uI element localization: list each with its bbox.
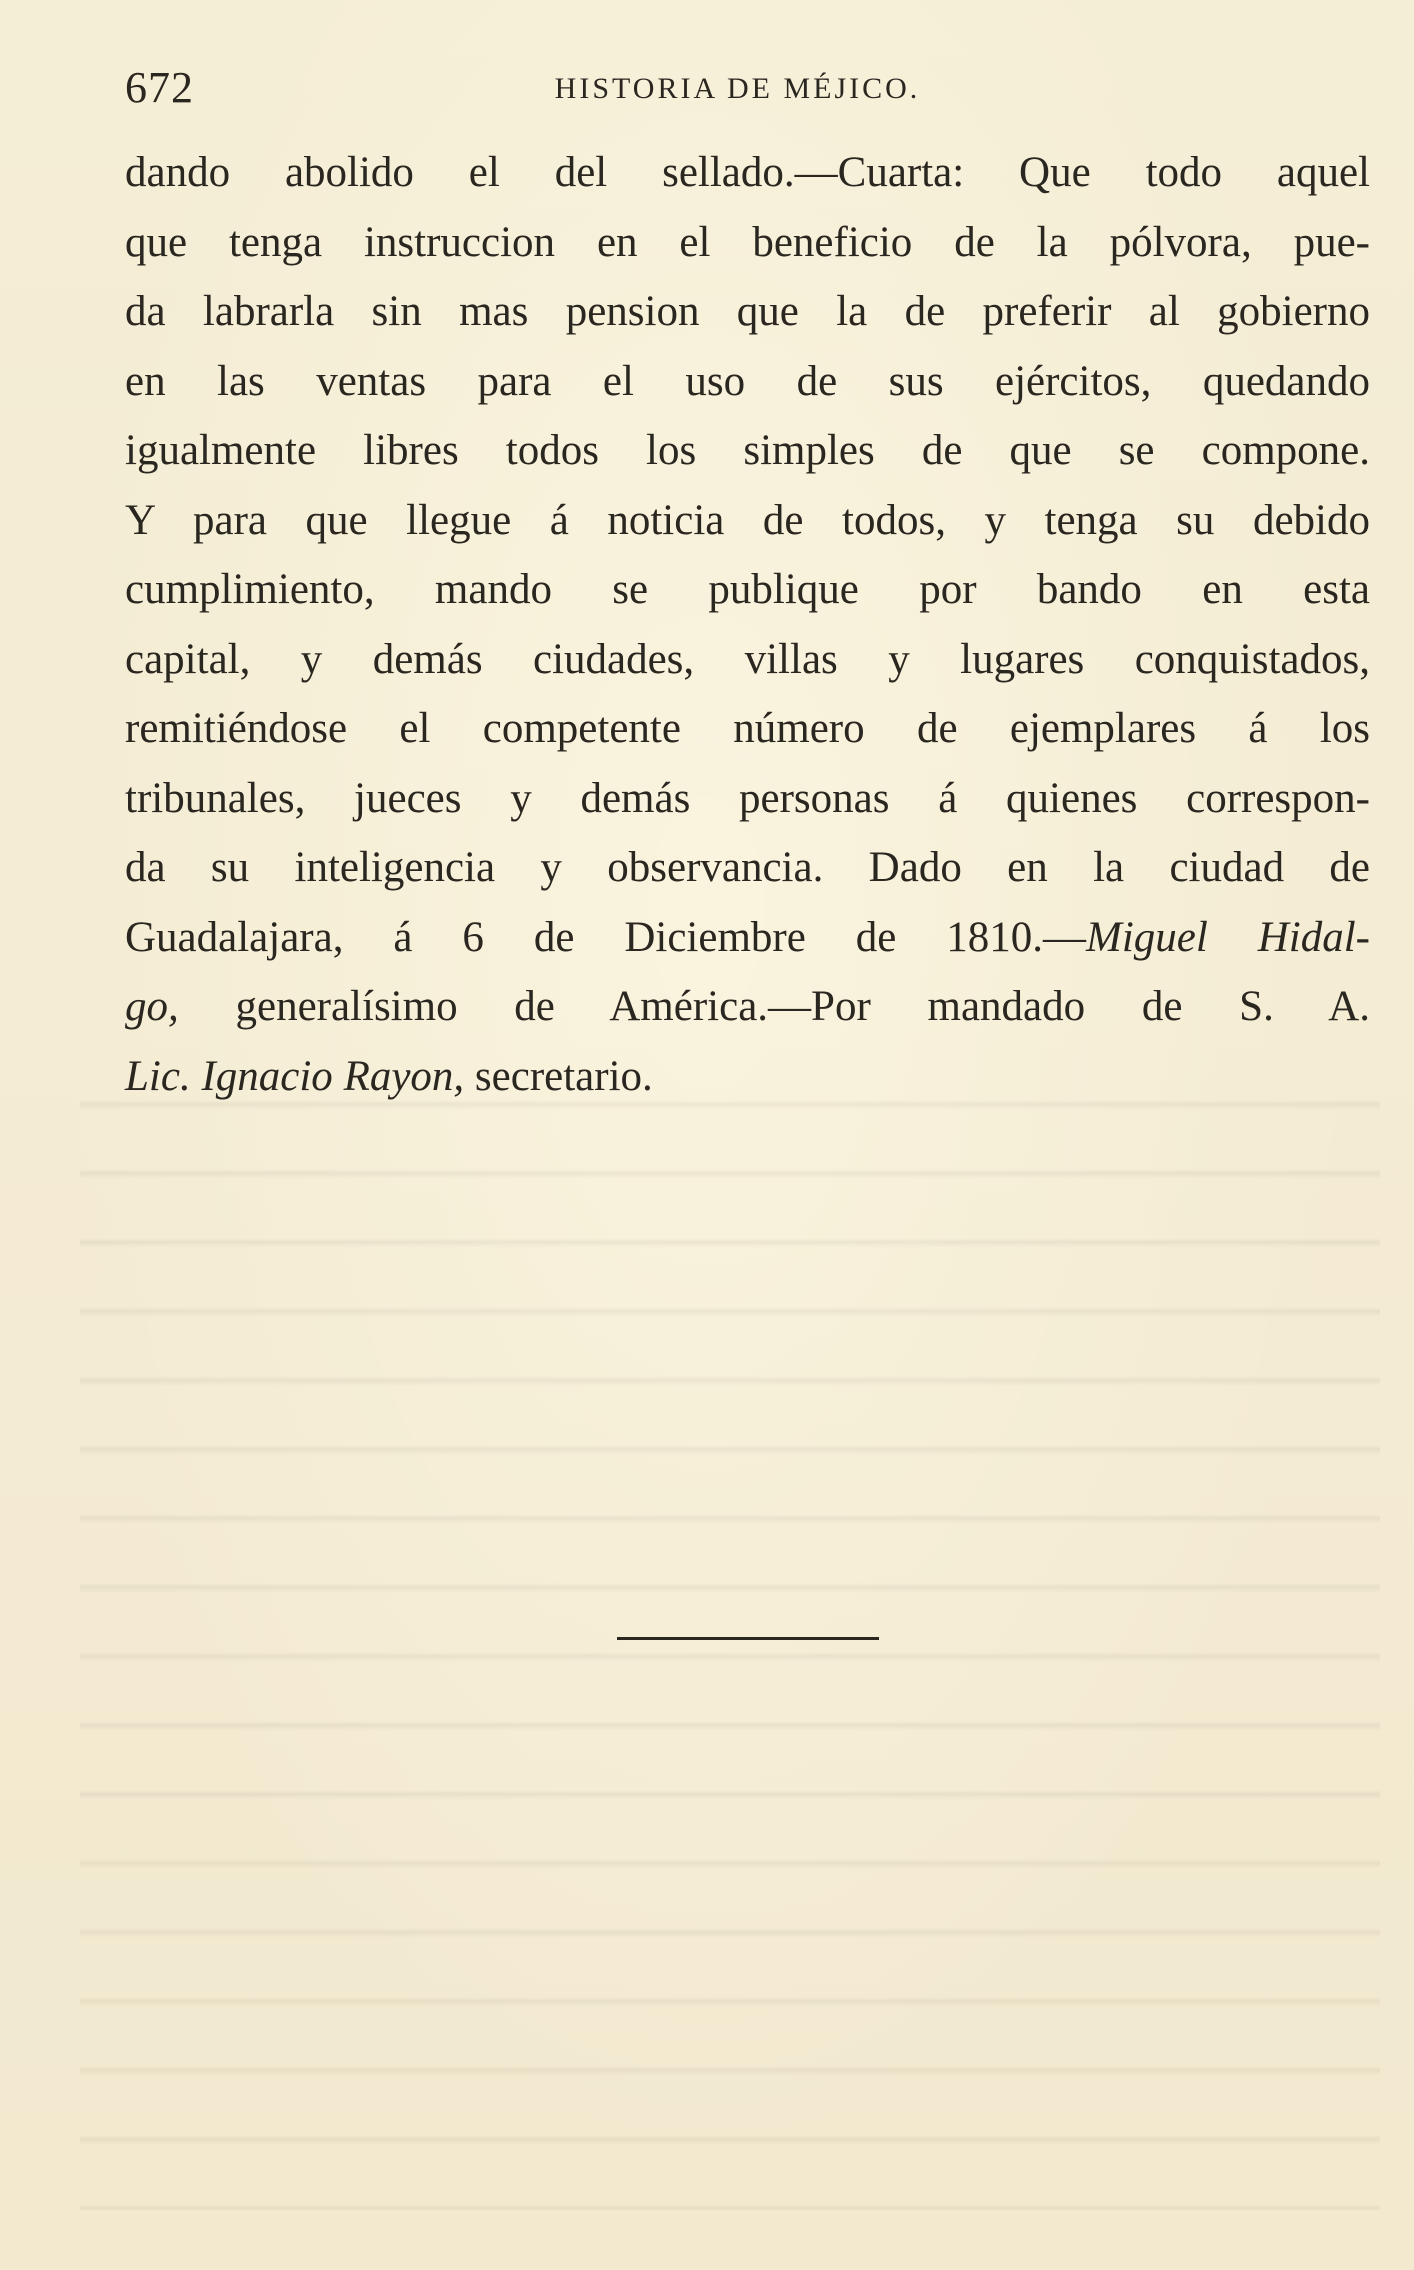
text-segment: Guadalajara, á 6 de Diciembre de 1810.— <box>125 913 1086 961</box>
text-line: remitiéndose el competente número de ejemplares á los <box>125 705 1370 752</box>
text-line: en las ventas para el uso de sus ejércitos, quedando <box>125 357 1370 405</box>
text-line: da su inteligencia y observancia. Dado en la ciudad de <box>125 844 1370 891</box>
text-line: cumplimiento, mando se publique por bando en esta <box>125 566 1370 613</box>
text-segment: secretario. <box>464 1052 653 1100</box>
text-line: da labrarla sin mas pension que la de preferir al gobierno <box>125 288 1370 335</box>
text-line: tribunales, jueces y demás personas á quienes correspon- <box>125 774 1370 822</box>
text-line: capital, y demás ciudades, villas y lugares conquistados, <box>125 635 1370 683</box>
text-line <box>125 972 1370 1042</box>
text-segment: generalísimo de América.—Por mandado de S. A. <box>178 983 1370 1030</box>
running-title: HISTORIA DE MÉJICO. <box>554 72 921 105</box>
page-number: 672 <box>125 63 194 112</box>
text-line: que tenga instruccion en el beneficio de la pólvora, pue- <box>125 218 1370 266</box>
text-line <box>125 1042 1370 1112</box>
signatory-name: Miguel Hidal- <box>1086 913 1370 961</box>
text-space <box>333 1053 344 1100</box>
secretary-name: Rayon, <box>343 1052 465 1100</box>
text-line: Y para que llegue á noticia de todos, y tenga su debido <box>125 496 1370 544</box>
section-divider <box>617 1637 879 1640</box>
body-text <box>125 138 1370 1111</box>
text-line: igualmente libres todos los simples de que se compone. <box>125 427 1370 474</box>
page-header <box>125 62 1350 122</box>
secretary-title: Lic. Ignacio <box>125 1052 333 1100</box>
text-line <box>125 903 1370 973</box>
text-line: dando abolido el del sellado.—Cuarta: Que todo aquel <box>125 149 1370 196</box>
show-through-texture <box>80 1060 1380 2210</box>
signatory-name-cont: go, <box>125 983 179 1030</box>
